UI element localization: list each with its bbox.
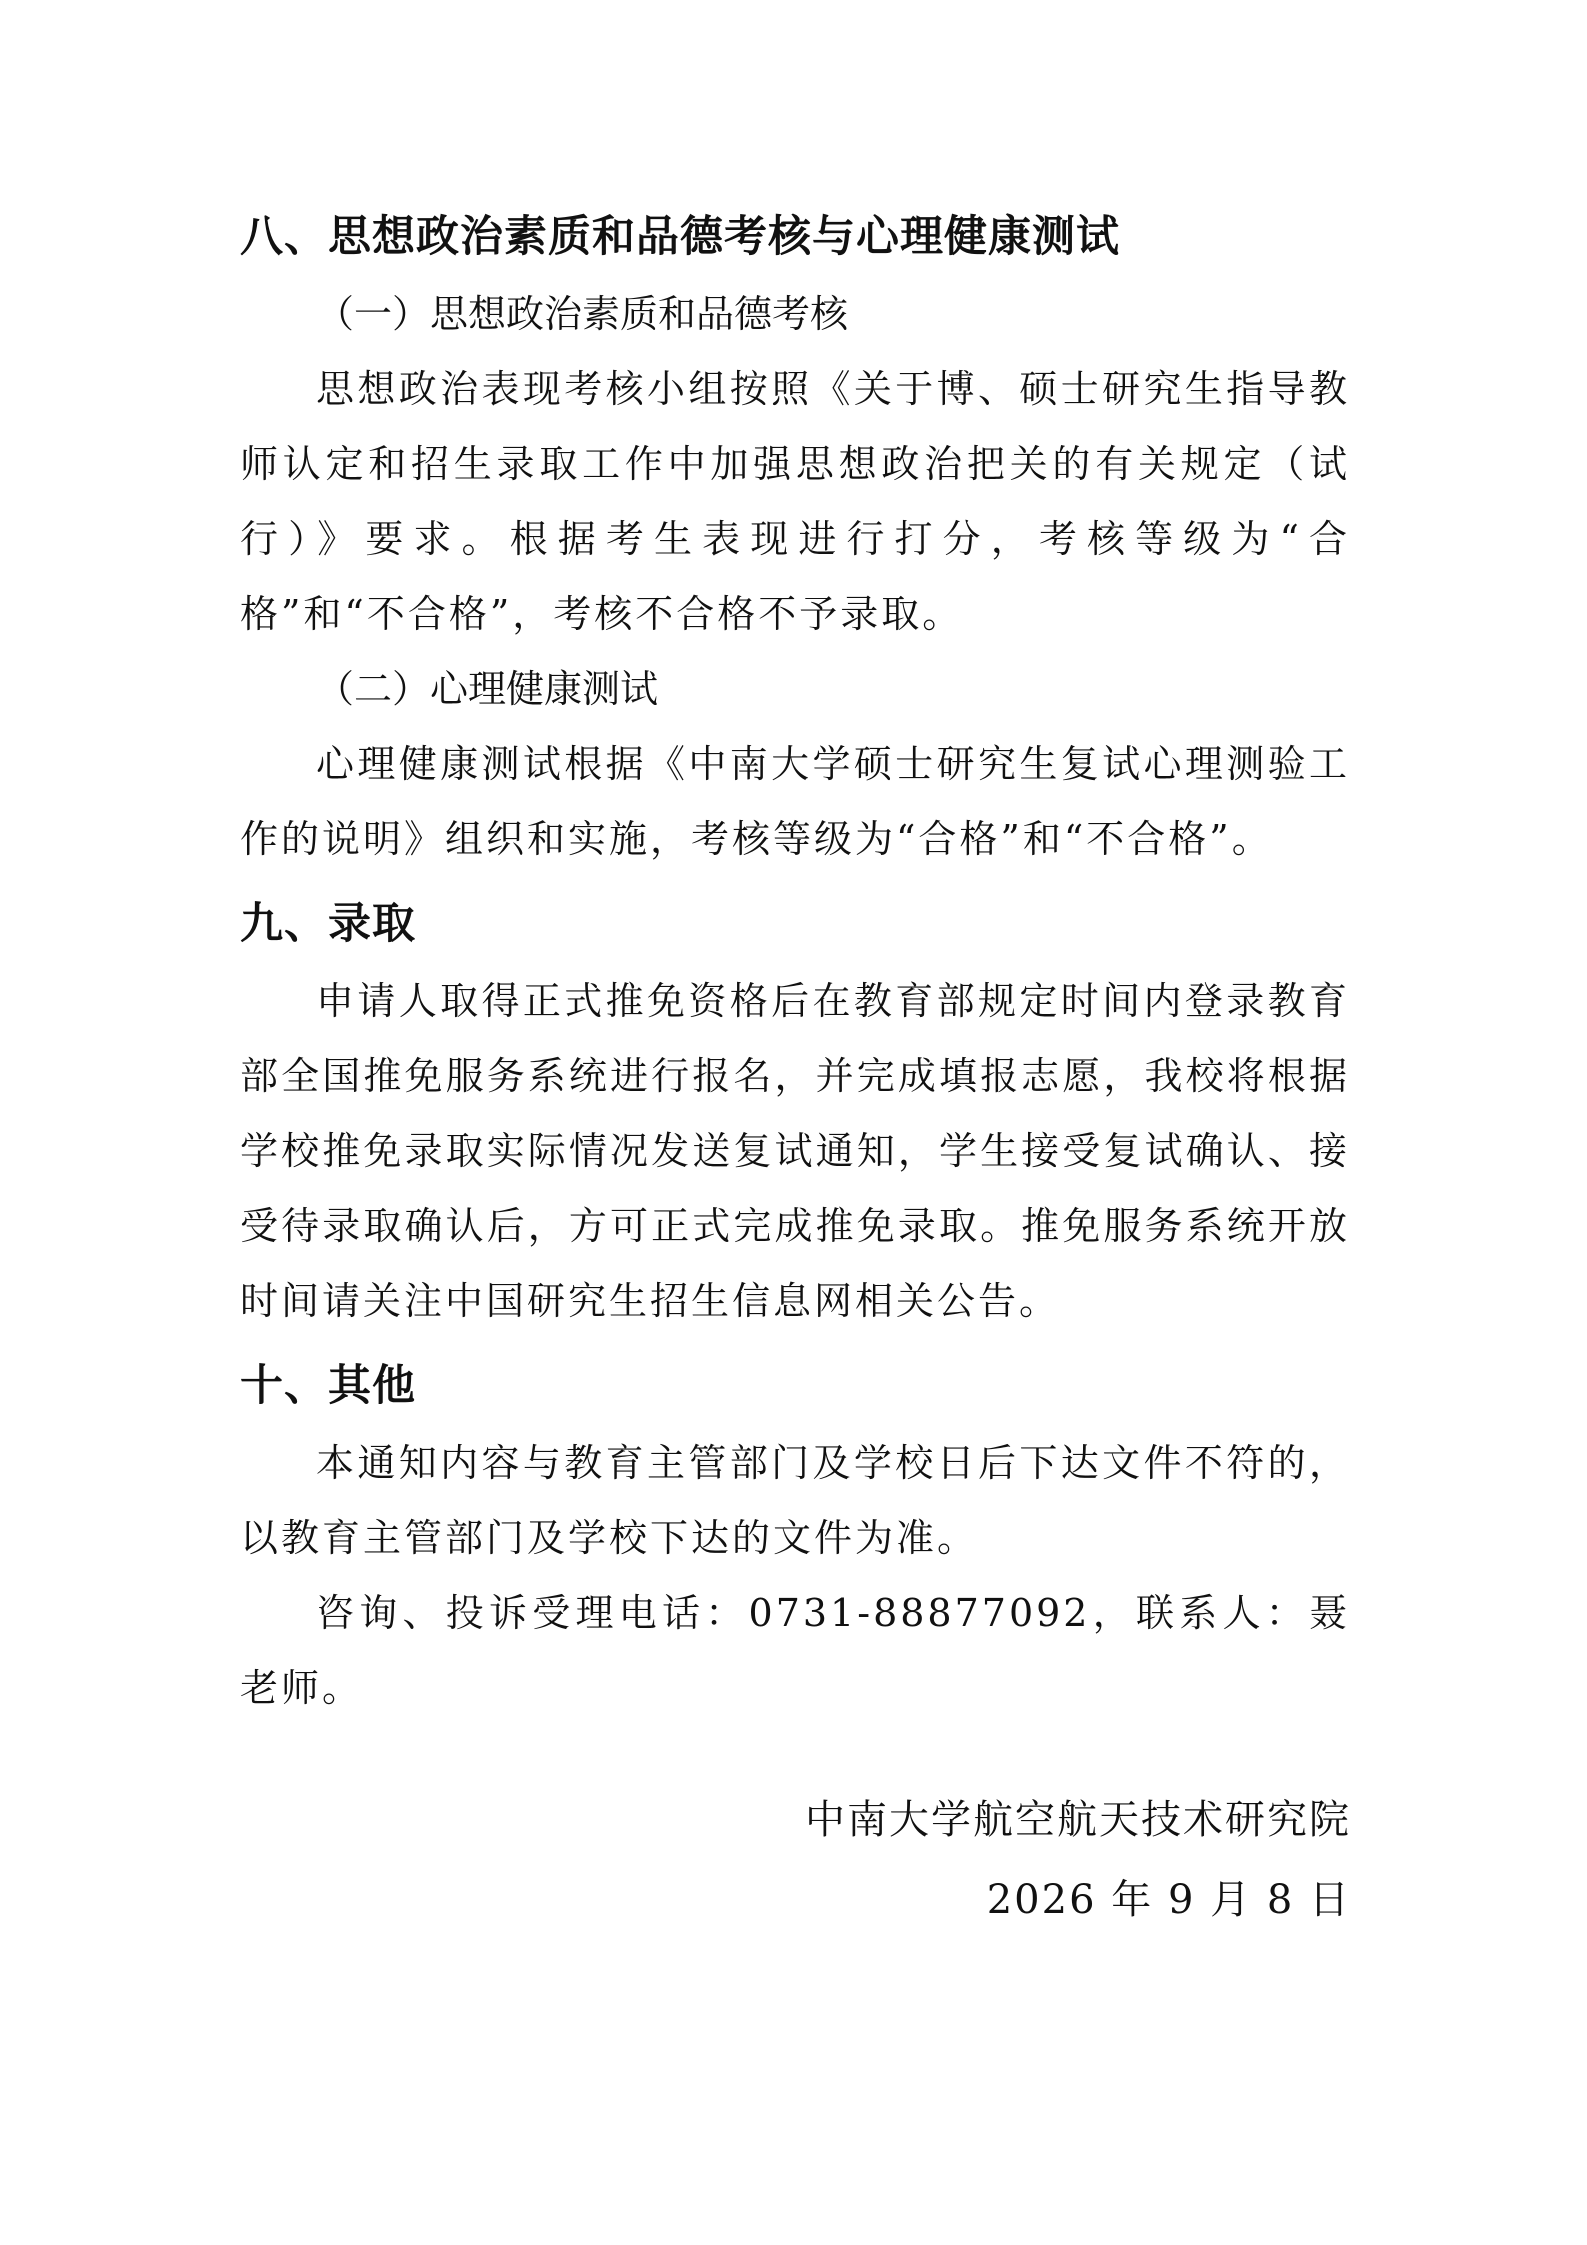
- subsection-1-title: （一）思想政治素质和品德考核: [316, 292, 849, 336]
- signature-date: 2026 年 9 月 8 日: [986, 1877, 1351, 1923]
- signature-organization: 中南大学航空航天技术研究院: [805, 1797, 1351, 1843]
- signature-block: [805, 1780, 1351, 1940]
- subsection-2-paragraph: 心理健康测试根据《中南大学硕士研究生复试心理测验工作的说明》组织和实施，考核等级为“合格”和“不合格”。: [240, 742, 1350, 861]
- subsection-2-title: （二）心理健康测试: [316, 667, 659, 711]
- document-body: [240, 200, 1350, 1726]
- section-10-title: 十、其他: [240, 1361, 416, 1411]
- section-8-title: 八、思想政治素质和品德考核与心理健康测试: [240, 212, 1120, 262]
- section-9-title: 九、录取: [240, 899, 416, 949]
- section-10-paragraph: 本通知内容与教育主管部门及学校日后下达文件不符的，以教育主管部门及学校下达的文件为准。: [240, 1441, 1350, 1560]
- contact-paragraph: 咨询、投诉受理电话：0731-88877092，联系人：聂老师。: [240, 1591, 1350, 1710]
- subsection-1-paragraph: 思想政治表现考核小组按照《关于博、硕士研究生指导教师认定和招生录取工作中加强思想政治把关的有关规定（试行）》要求。根据考生表现进行打分，考核等级为“合格”和“不合格”，考核不合格不予录取。: [240, 367, 1350, 636]
- section-9-paragraph: 申请人取得正式推免资格后在教育部规定时间内登录教育部全国推免服务系统进行报名，并完成填报志愿，我校将根据学校推免录取实际情况发送复试通知，学生接受复试确认、接受待录取确认后，方可正式完成推免录取。推免服务系统开放时间请关注中国研究生招生信息网相关公告。: [240, 979, 1350, 1323]
